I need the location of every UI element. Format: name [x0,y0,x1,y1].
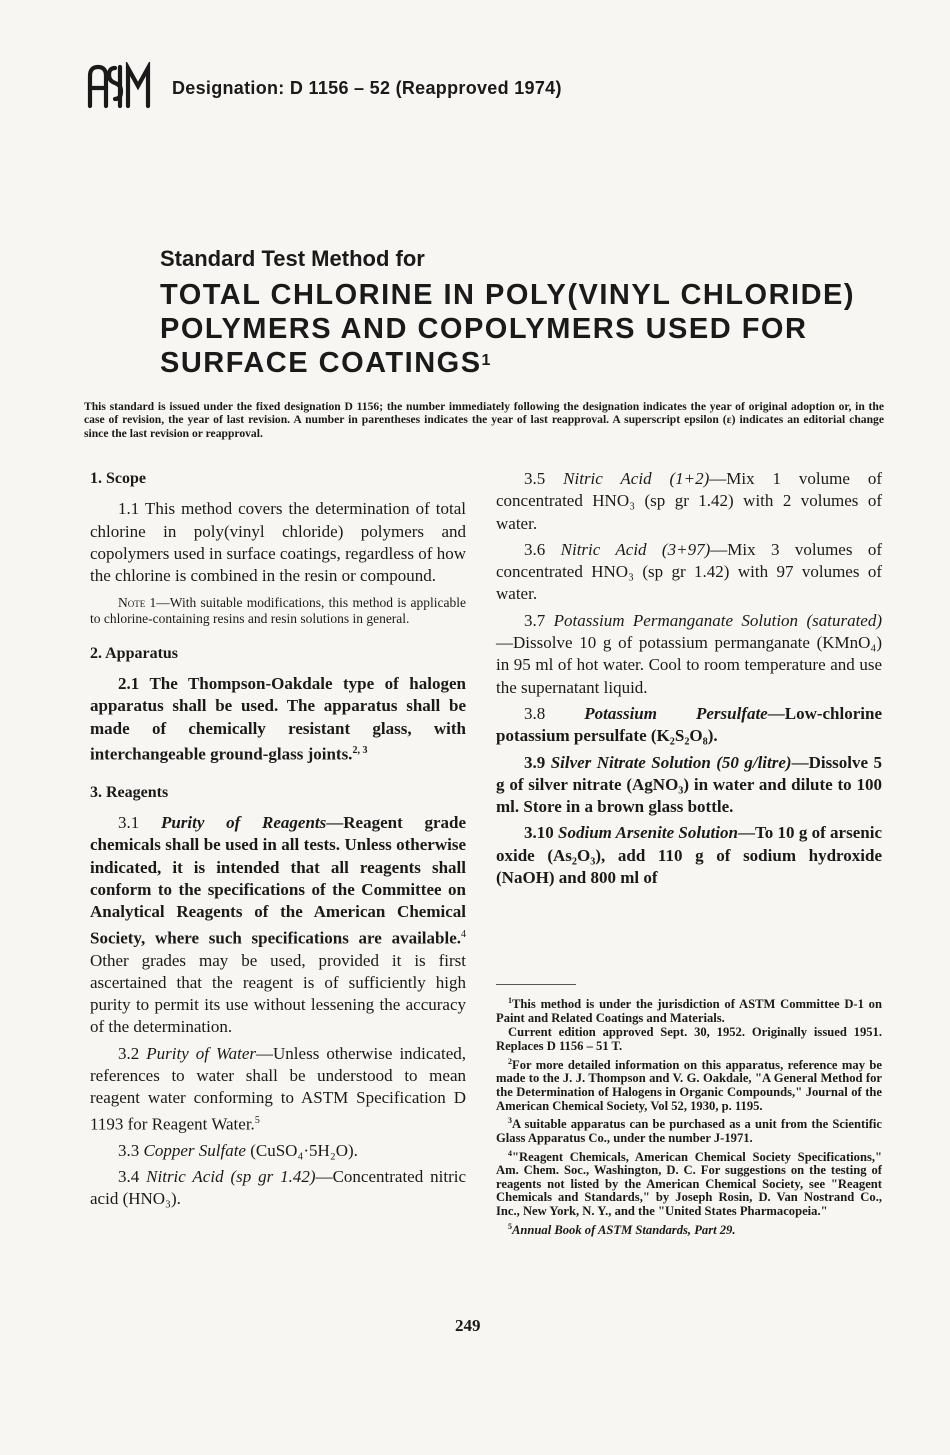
footnote-5 [496,1220,882,1238]
section-3-4 [90,1166,466,1211]
section-3-5 [496,468,882,535]
note-label: Note 1 [118,595,157,611]
clause-title: Potassium Permanganate Solution (saturated) [553,610,882,630]
footnote-text: A suitable apparatus can be purchased as a unit from the Scientific Glass Apparatus Co., under the number J-1971. [496,1117,882,1145]
clause-title: Potassium Persulfate [584,703,768,723]
section-3-1 [90,812,466,1039]
clause-number: 3.1 [118,813,140,833]
standard-label: Standard Test Method for [160,246,425,271]
section-1-1: 1.1 This method covers the determination of total chlorine in poly(vinyl chloride) polymers and copolymers used in surface coatings, regardless of how the chlorine is combined in the resin or compound. [90,499,466,586]
note-text: —With suitable modifications, this method is applicable to chlorine-containing resins and resin solutions in general. [90,595,466,627]
clause-text: (CuSO₄·5H₂O). [250,1140,358,1160]
clause-title: Copper Sulfate [143,1140,246,1160]
footnote-3 [496,1114,882,1145]
page-number: 249 [455,1316,481,1335]
footnote-mark: 3 [508,1116,512,1126]
note-1 [90,595,466,626]
clause-number: 3.6 [524,539,546,559]
footnotes [496,994,882,1238]
section-3-7 [496,610,882,699]
section-scope-heading: 1. Scope [90,470,146,487]
clause-number: 3.8 [524,703,546,723]
clause-number: 3.10 [524,823,554,843]
clause-number: 3.9 [524,752,546,772]
clause-text: —Unless otherwise indicated, references to water shall be understood to mean reagent water conforming to ASTM Specification D 1193 for Reagent Water. [90,1043,466,1134]
footnote-mark: 5 [508,1221,512,1231]
clause-title: Purity of Reagents [160,813,327,833]
section-3-6 [496,539,882,606]
clause-number: 3.7 [524,610,546,630]
left-column [90,468,466,1210]
footnote-divider [496,984,576,985]
clause-number: 3.5 [524,469,546,488]
footnote-ref: 5 [254,1114,260,1126]
document-title [160,278,880,380]
clause-number: 3.3 [118,1140,140,1160]
section-reagents-heading: 3. Reagents [90,783,169,801]
section-3-3 [90,1140,466,1162]
right-column [496,468,882,889]
clause-number: 2.1 [118,673,140,693]
section-3-2 [90,1043,466,1136]
clause-text: —Reagent grade chemicals shall be used in all tests. Unless otherwise indicated, it is intended that all reagents shall conform to the specifications of the Committee on Analytical Reagents of the American Chemical Society, where such specifications are available. [90,813,466,948]
clause-title: Nitric Acid (sp gr 1.42) [146,1166,316,1186]
section-3-9 [496,752,882,819]
clause-title: Nitric Acid (1+2) [563,469,710,488]
footnote-text: Annual Book of ASTM Standards, Part 29. [512,1222,736,1237]
footnote-2 [496,1055,882,1114]
clause-text: —Concentrated nitric acid (HNO₃). [90,1166,466,1209]
footnote-mark: 2 [508,1056,512,1066]
clause-text: The Thompson-Oakdale type of halogen apparatus shall be used. The apparatus shall be made of chemically resistant glass, with interchangeable ground-glass joints. [90,673,466,764]
title-text: TOTAL CHLORINE IN POLY(VINYL CHLORIDE) POLYMERS AND COPOLYMERS USED FOR SURFACE COATINGS [160,279,856,379]
section-3-8 [496,703,882,748]
footnote-1-edition [496,1026,882,1053]
footnote-1 [496,994,882,1025]
footnote-text: Current edition approved Sept. 30, 1952. Originally issued 1951. Replaces D 1156 – 51 T. [496,1025,882,1053]
clause-title: Nitric Acid (3+97) [560,539,711,559]
footnote-text: For more detailed information on this apparatus, reference may be made to the J. J. Thompson and V. G. Oakdale, "A General Method for the Determination of Halogens in Organic Compounds," Journal of the American Chemical Society, Vol 52, 1930, p. 1195. [496,1057,882,1113]
footnote-mark: 1 [508,996,512,1005]
footnote-text: This method is under the jurisdiction of ASTM Committee D-1 on Paint and Related Coatings and Materials. [496,997,882,1025]
clause-text: —Dissolve 5 g of silver nitrate (AgNO₃) in water and dilute to 100 ml. Store in a brown glass bottle. [496,752,882,817]
section-3-10 [496,822,882,889]
title-footnote-ref: 1 [481,352,491,369]
clause-number: 3.2 [118,1043,140,1063]
clause-title: Silver Nitrate Solution (50 g/litre) [550,752,792,772]
section-2-1 [90,673,466,766]
issuance-note: This standard is issued under the fixed designation D 1156; the number immediately following the designation indicates the year of original adoption or, in the case of revision, the year of last revision. A number in parentheses indicates the year of last reapproval. A superscript epsilon (ε) indicates an editorial change since the last revision or reapproval. [84,400,884,440]
clause-text: —Low-chlorine potassium persulfate (K₂S₂O₈). [496,703,883,746]
astm-logo [84,62,156,110]
clause-title: Purity of Water [146,1043,257,1063]
clause-text-continued: Other grades may be used, provided it is first ascertained that the reagent is of sufficiently high purity to permit its use without lessening the accuracy of the determination. [90,950,466,1037]
clause-text: —Dissolve 10 g of potassium permanganate (KMnO₄) in 95 ml of hot water. Cool to room temperature and use the supernatant liquid. [496,633,882,697]
clause-number: 3.4 [118,1166,140,1186]
footnote-mark: 4 [508,1148,512,1158]
clause-text: —Mix 1 volume of concentrated HNO₃ (sp gr 1.42) with 2 volumes of water. [496,469,882,533]
clause-text: —To 10 g of arsenic oxide (As₂O₃), add 110 g of sodium hydroxide (NaOH) and 800 ml of [496,823,882,888]
footnote-4 [496,1147,882,1219]
section-apparatus-heading: 2. Apparatus [90,644,179,662]
designation: Designation: D 1156 – 52 (Reapproved 1974) [172,78,562,98]
footnote-ref: 2, 3 [352,744,368,756]
clause-title: Sodium Arsenite Solution [558,823,738,843]
footnote-text: "Reagent Chemicals, American Chemical Society Specifications," Am. Chem. Soc., Washington, D. C. For suggestions on the testing of reagents not listed by the American Chemical Society, see "Reagent Chemicals and Standards," by Joseph Rosin, D. Van Nostrand Co., Inc., New York, N. Y., and the "United States Pharmacopeia." [496,1149,882,1219]
clause-text: —Mix 3 volumes of concentrated HNO₃ (sp gr 1.42) with 97 volumes of water. [496,539,883,604]
footnote-ref: 4 [461,928,466,940]
